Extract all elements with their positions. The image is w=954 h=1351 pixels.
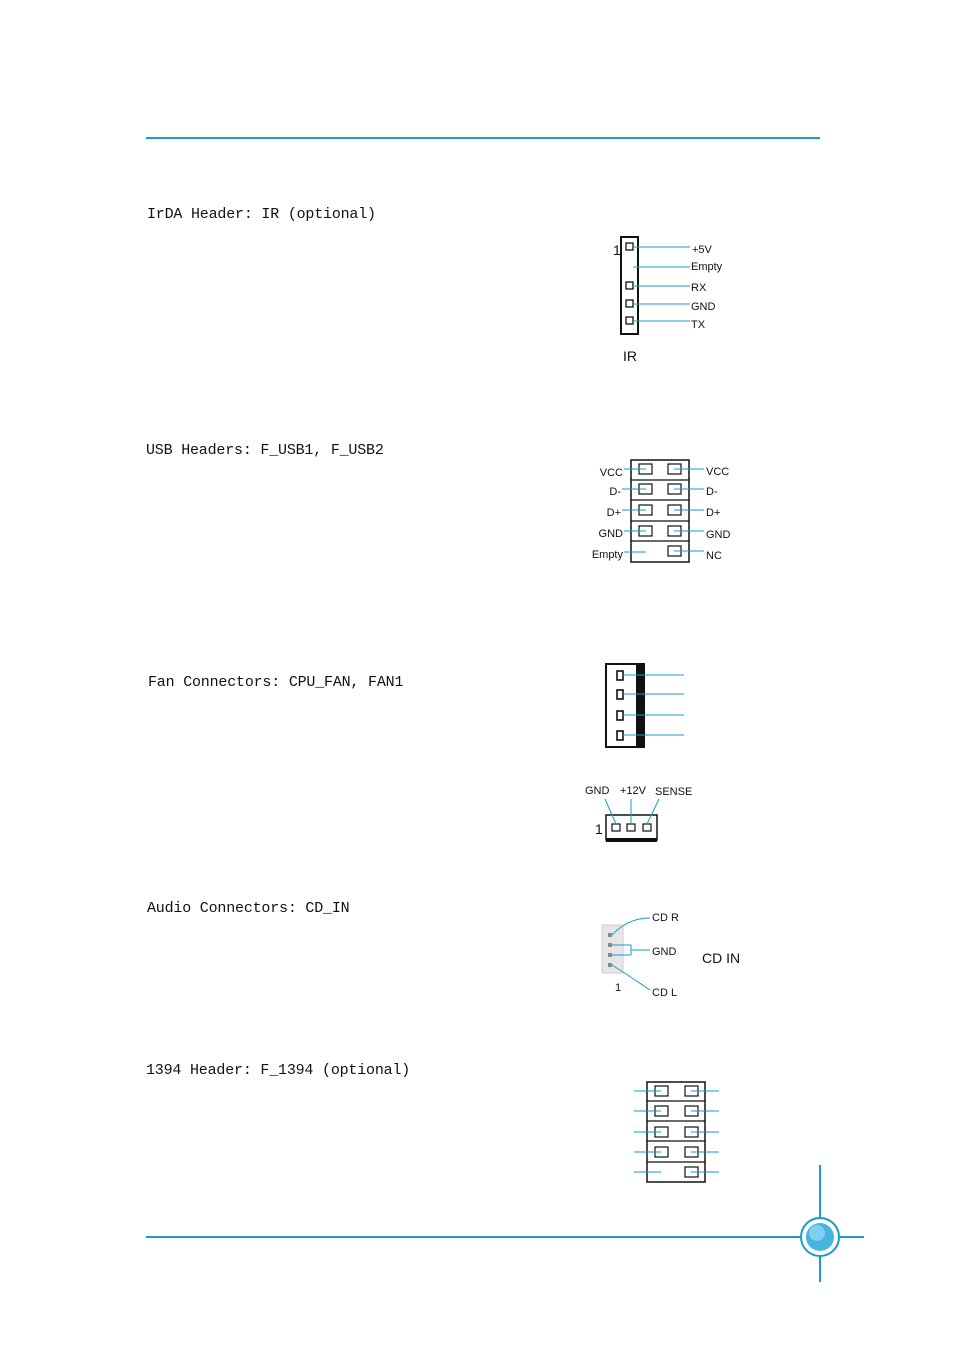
fan-4pin-diagram <box>606 664 684 747</box>
usb-left-label: D+ <box>606 507 621 519</box>
usb-right-label: VCC <box>706 466 730 478</box>
audio-heading: Audio Connectors: CD_IN <box>147 900 350 917</box>
irda-pin-label: GND <box>691 301 716 313</box>
usb-right-label: NC <box>706 550 722 562</box>
fan-pin-label: SENSE <box>655 786 693 798</box>
audio-pin-label: CD L <box>652 987 678 999</box>
fan-pin1-label: 1 <box>595 821 603 837</box>
audio-pin1-label: 1 <box>615 982 622 994</box>
audio-caption: CD IN <box>702 950 741 966</box>
usb-left-label: D- <box>609 486 621 498</box>
fan-3pin-diagram <box>585 785 692 842</box>
usb-left-label: Empty <box>591 549 623 561</box>
fan-pin-label: +12V <box>620 785 646 797</box>
usb-right-label: D+ <box>706 507 721 519</box>
usb-left-label: GND <box>598 528 623 540</box>
audio-pin-label: CD R <box>652 912 679 924</box>
ieee1394-heading: 1394 Header: F_1394 (optional) <box>146 1062 411 1079</box>
irda-pin-label: TX <box>691 319 706 331</box>
usb-right-label: GND <box>706 529 731 541</box>
usb-heading: USB Headers: F_USB1, F_USB2 <box>146 442 384 459</box>
fan-pin-label: GND <box>585 785 610 797</box>
usb-right-label: D- <box>706 486 718 498</box>
usb-left-label: VCC <box>599 467 623 479</box>
irda-pin-label: Empty <box>691 261 723 273</box>
fan-heading: Fan Connectors: CPU_FAN, FAN1 <box>148 674 404 691</box>
page-corner-ornament <box>800 1165 864 1282</box>
audio-diagram <box>602 912 740 999</box>
ieee1394-diagram <box>634 1082 719 1182</box>
irda-pin1-label: 1 <box>613 242 621 258</box>
irda-pin-label: RX <box>691 282 707 294</box>
irda-heading: IrDA Header: IR (optional) <box>147 206 376 223</box>
audio-pin-label: GND <box>652 946 677 958</box>
irda-caption: IR <box>623 348 637 364</box>
irda-pin-label: +5V <box>692 244 712 256</box>
usb-diagram <box>592 460 731 562</box>
irda-diagram <box>613 237 723 364</box>
